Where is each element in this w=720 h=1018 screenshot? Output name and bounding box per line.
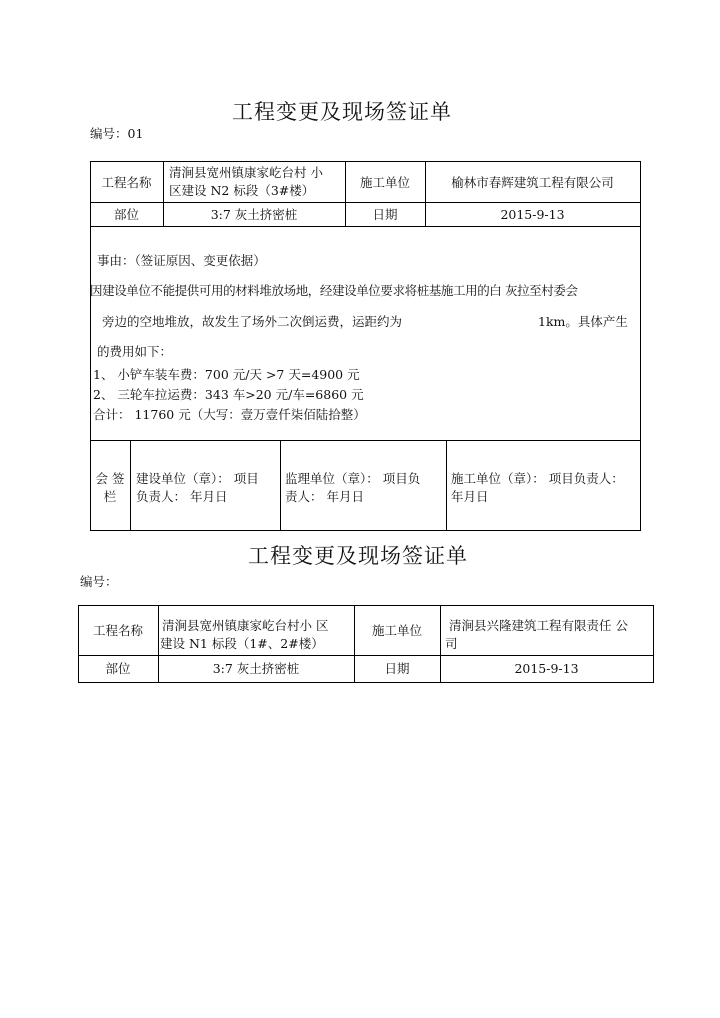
- form1-date-value: 2015-9-13: [500, 207, 565, 222]
- form1-total: 合计： 11760 元（大写：壹万壹仟柒佰陆拾整）: [93, 407, 366, 422]
- form1-sign-label-1: 会 签: [95, 471, 125, 486]
- form1-sign-supervisor-2: 责人： 年月日: [285, 489, 364, 504]
- form1-reason-heading: 事由：（签证原因、变更依据）: [97, 253, 266, 268]
- form2-date-value: 2015-9-13: [514, 661, 579, 676]
- form2-project-name-label: 工程名称: [92, 623, 143, 638]
- form1-project-name-label: 工程名称: [101, 175, 152, 190]
- form1-sign-label-2: 栏: [103, 489, 117, 504]
- form2-contractor-line2: 司: [445, 636, 458, 651]
- form2-date-label: 日期: [384, 661, 410, 676]
- form1-reason-line1: 因建设单位不能提供可用的材料堆放场地，经建设单位要求将桩基施工用的白 灰拉至村委会: [90, 283, 578, 298]
- form2-project-name-line2: 建设 N1 标段（1#、2#楼）: [160, 636, 324, 651]
- form2-location-label: 部位: [105, 661, 131, 676]
- form1-contractor-label: 施工单位: [359, 175, 410, 190]
- form1-location-label: 部位: [113, 207, 139, 222]
- form2-number: 编号：: [80, 574, 118, 589]
- form1-sign-contractor-2: 年月日: [451, 489, 489, 504]
- form1-sign-owner-1: 建设单位（章）： 项目: [136, 471, 259, 486]
- form1-sign-supervisor-1: 监理单位（章）： 项目负: [285, 471, 421, 486]
- form1-reason-line3: 的费用如下：: [97, 344, 173, 359]
- form1-project-name-line1: 清涧县宽州镇康家屹台村 小: [169, 165, 323, 180]
- form1-project-name-line2: 区建设 N2 标段（3#楼）: [169, 183, 315, 198]
- form1-item2: 2、 三轮车拉运费：343 车>20 元/车=6860 元: [93, 387, 364, 402]
- form1-sign-owner-2: 负责人： 年月日: [136, 489, 228, 504]
- form1-date-label: 日期: [372, 207, 398, 222]
- form1-number: 编号：01: [90, 126, 144, 141]
- form1-contractor-value: 榆林市春辉建筑工程有限公司: [451, 175, 614, 190]
- form2-title: 工程变更及现场签证单: [248, 544, 468, 568]
- form1-sign-contractor-1: 施工单位（章）： 项目负责人：: [451, 471, 624, 486]
- form1-reason-line2-tail: 1km。具体产生: [538, 314, 628, 329]
- form2-location-value: 3:7 灰土挤密桩: [212, 661, 300, 676]
- form1-location-value: 3:7 灰土挤密桩: [210, 207, 298, 222]
- form1-reason-line2: 旁边的空地堆放，故发生了场外二次倒运费，运距约为: [102, 314, 403, 329]
- form2-project-name-line1: 清涧县宽州镇康家屹台村小 区: [162, 618, 329, 633]
- form2-contractor-label: 施工单位: [371, 623, 422, 638]
- form1-item1: 1、 小铲车装车费：700 元/天 >7 天=4900 元: [93, 367, 360, 382]
- form2-contractor-line1: 清涧县兴隆建筑工程有限责任 公: [449, 618, 628, 633]
- form1-title: 工程变更及现场签证单: [232, 100, 452, 124]
